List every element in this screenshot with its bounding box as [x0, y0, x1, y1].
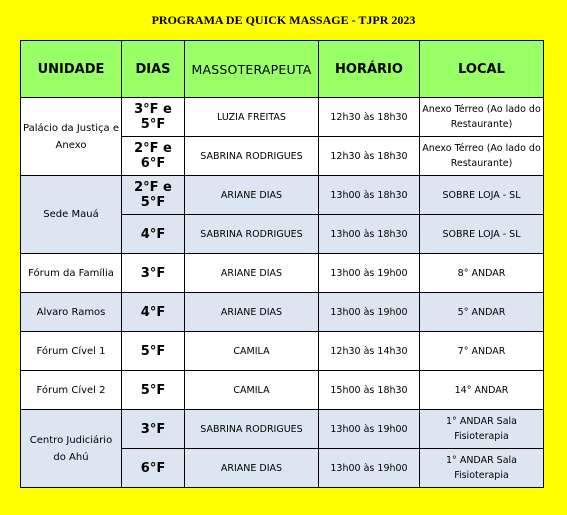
table-row	[21, 332, 544, 371]
dias-cell: 3°F	[122, 254, 185, 293]
dias-cell: 6°F	[122, 449, 185, 488]
dias-cell: 3°F	[122, 410, 185, 449]
therapist-cell: LUZIA FREITAS	[185, 98, 319, 137]
unit-name: Alvaro Ramos	[21, 293, 122, 332]
header-horario: HORÁRIO	[319, 41, 420, 98]
time-cell: 12h30 às 18h30	[319, 137, 420, 176]
time-cell: 15h00 às 18h30	[319, 371, 420, 410]
dias-cell: 4°F	[122, 215, 185, 254]
therapist-cell: ARIANE DIAS	[185, 449, 319, 488]
therapist-cell: SABRINA RODRIGUES	[185, 410, 319, 449]
dias-cell: 5°F	[122, 332, 185, 371]
location-cell: 8° ANDAR	[420, 254, 544, 293]
dias-cell: 2°F e 5°F	[122, 176, 185, 215]
table-row	[21, 410, 544, 449]
location-cell: SOBRE LOJA - SL	[420, 176, 544, 215]
location-cell: 14° ANDAR	[420, 371, 544, 410]
dias-cell: 2°F e 6°F	[122, 137, 185, 176]
therapist-cell: SABRINA RODRIGUES	[185, 215, 319, 254]
location-cell: Anexo Térreo (Ao lado do Restaurante)	[420, 98, 544, 137]
time-cell: 12h30 às 14h30	[319, 332, 420, 371]
table-row	[21, 254, 544, 293]
therapist-cell: CAMILA	[185, 371, 319, 410]
dias-cell: 5°F	[122, 371, 185, 410]
header-unidade: UNIDADE	[21, 41, 122, 98]
table-row	[21, 293, 544, 332]
time-cell: 13h00 às 19h00	[319, 449, 420, 488]
location-cell: 7° ANDAR	[420, 332, 544, 371]
schedule-table	[20, 40, 544, 488]
time-cell: 13h00 às 19h00	[319, 254, 420, 293]
dias-cell: 4°F	[122, 293, 185, 332]
header-dias: DIAS	[122, 41, 185, 98]
therapist-cell: ARIANE DIAS	[185, 254, 319, 293]
location-cell: 1° ANDAR Sala Fisioterapia	[420, 410, 544, 449]
time-cell: 13h00 às 19h00	[319, 293, 420, 332]
page-title: PROGRAMA DE QUICK MASSAGE - TJPR 2023	[151, 13, 416, 27]
unit-name: Centro Judiciário do Ahú	[21, 410, 122, 488]
location-cell: Anexo Térreo (Ao lado do Restaurante)	[420, 137, 544, 176]
table-row	[21, 98, 544, 137]
unit-name: Fórum Cível 2	[21, 371, 122, 410]
therapist-cell: ARIANE DIAS	[185, 176, 319, 215]
dias-cell: 3°F e 5°F	[122, 98, 185, 137]
unit-name: Palácio da Justiça e Anexo	[21, 98, 122, 176]
time-cell: 13h00 às 18h30	[319, 215, 420, 254]
time-cell: 12h30 às 18h30	[319, 98, 420, 137]
unit-name: Fórum Cível 1	[21, 332, 122, 371]
unit-name: Sede Mauá	[21, 176, 122, 254]
therapist-cell: SABRINA RODRIGUES	[185, 137, 319, 176]
therapist-cell: CAMILA	[185, 332, 319, 371]
time-cell: 13h00 às 18h30	[319, 176, 420, 215]
header-local: LOCAL	[420, 41, 544, 98]
header-row	[21, 41, 544, 98]
unit-name: Fórum da Família	[21, 254, 122, 293]
time-cell: 13h00 às 19h00	[319, 410, 420, 449]
location-cell: 1° ANDAR Sala Fisioterapia	[420, 449, 544, 488]
table-row	[21, 176, 544, 215]
header-massoterapeuta: MASSOTERAPEUTA	[185, 41, 319, 98]
therapist-cell: ARIANE DIAS	[185, 293, 319, 332]
location-cell: 5° ANDAR	[420, 293, 544, 332]
location-cell: SOBRE LOJA - SL	[420, 215, 544, 254]
table-row	[21, 371, 544, 410]
